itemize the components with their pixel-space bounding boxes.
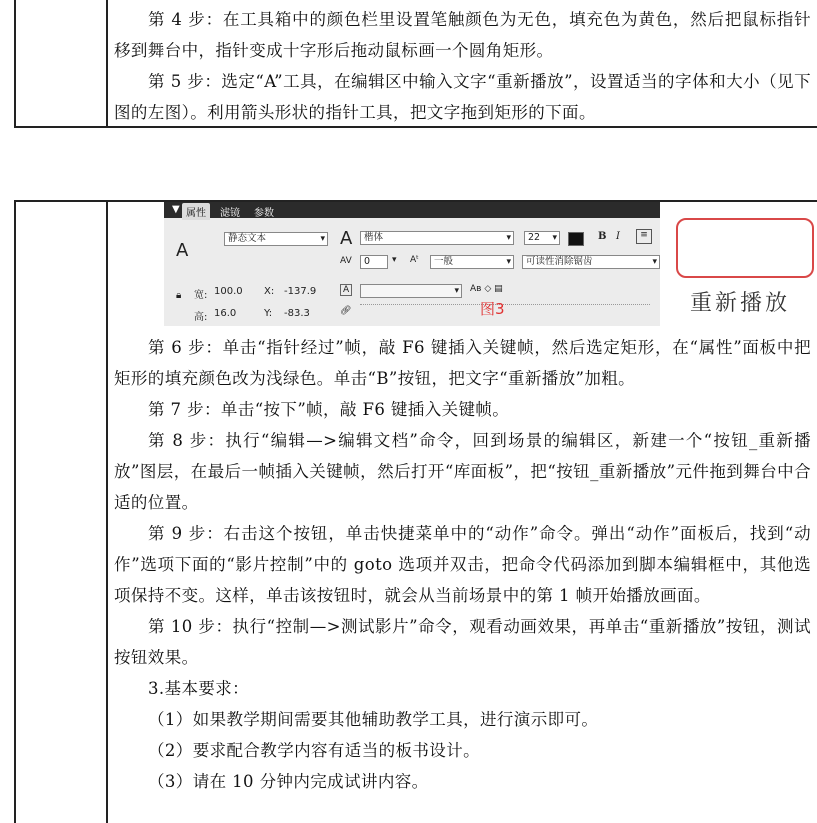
letter-spacing-icon: AV (340, 256, 352, 266)
table-top (14, 0, 817, 128)
step-5: 第 5 步：选定“A”工具，在编辑区中输入文字“重新播放”，设置适当的字体和大小（见下图的左图）。利用箭头形状的指针工具，把文字拖到矩形的下面。 (114, 72, 811, 122)
figure-caption: 图3 (480, 300, 505, 318)
font-select: 楷体 ▾ (360, 231, 514, 245)
font-size-select: 22 ▾ (524, 231, 560, 245)
button-preview-rect (676, 218, 814, 278)
text-type-select: 静态文本 ▾ (224, 232, 328, 246)
step-4: 第 4 步：在工具箱中的颜色栏里设置笔触颜色为无色，填充色为黄色，然后把鼠标指针移到舞台中，指针变成十字形后拖动鼠标画一个圆角矩形。 (114, 10, 811, 60)
bottom-cell-content (114, 332, 811, 797)
y-label: Y: (264, 308, 273, 319)
panel-tab-bar (164, 202, 660, 218)
button-preview-text: 重新播放 (690, 291, 791, 316)
target-line (360, 304, 650, 305)
requirements-title: 3.基本要求： (148, 679, 250, 698)
italic-icon: I (616, 231, 620, 242)
baseline-icon: Aᵗ (410, 255, 419, 265)
collapse-arrow-icon: ▼ (172, 204, 180, 215)
requirement-1: （1）如果教学期间需要其他辅助教学工具，进行演示即可。 (148, 710, 599, 729)
font-icon: A (340, 228, 353, 249)
link-icon: 🔗︎ (340, 306, 352, 316)
width-value: 100.0 (214, 286, 243, 297)
spacing-dropdown-icon: ▾ (392, 255, 397, 265)
render-mode-select: 可读性消除锯齿 ▾ (522, 255, 660, 269)
text-color-swatch (568, 232, 584, 246)
lock-icon: 🔒︎ (176, 290, 182, 301)
x-value: -137.9 (284, 286, 317, 297)
tab-properties: 属性 (182, 203, 210, 220)
column-divider (106, 202, 108, 823)
x-label: X: (264, 286, 275, 297)
top-cell-content (114, 4, 811, 128)
table-bottom (14, 200, 817, 823)
align-icon: ≡ (636, 229, 652, 244)
height-value: 16.0 (214, 308, 237, 319)
requirement-3: （3）请在 10 分钟内完成试讲内容。 (148, 772, 429, 791)
properties-panel-figure (164, 202, 660, 326)
link-field (360, 284, 462, 298)
y-value: -83.3 (284, 308, 310, 319)
bold-icon: B (598, 231, 607, 242)
step-10: 第 10 步：执行“控制—>测试影片”命令，观看动画效果，再单击“重新播放”按钮，测试按钮效果。 (114, 617, 811, 667)
format-icons: Aв ◇ ▤ (470, 284, 503, 294)
tab-filters: 滤镜 (220, 208, 240, 219)
tab-params: 参数 (254, 208, 274, 219)
height-label: 高: (194, 312, 208, 323)
step-6: 第 6 步：单击“指针经过”帧，敲 F6 键插入关键帧，然后选定矩形，在“属性”面板中把矩形的填充颜色改为浅绿色。单击“B”按钮，把文字“重新播放”加粗。 (114, 338, 811, 388)
step-7: 第 7 步：单击“按下”帧，敲 F6 键插入关键帧。 (148, 400, 510, 419)
letter-spacing-field: 0 (360, 255, 388, 269)
width-label: 宽: (194, 290, 208, 301)
step-8: 第 8 步：执行“编辑—>编辑文档”命令，回到场景的编辑区，新建一个“按钮_重新播放”图层，在最后一帧插入关键帧，然后打开“库面板”，把“按钮_重新播放”元件拖到舞台中合适的位置。 (114, 431, 811, 512)
text-box-icon: A (340, 284, 352, 296)
spacing-mode-select: 一般 ▾ (430, 255, 514, 269)
step-9: 第 9 步：右击这个按钮，单击快捷菜单中的“动作”命令。弹出“动作”面板后，找到“动作”选项下面的“影片控制”中的 goto 选项并双击，把命令代码添加到脚本编辑框中，其他选项保持不变。这样，单击该按钮时，就会从当前场景中的第 1 帧开始播放画面。 (114, 524, 811, 605)
requirement-2: （2）要求配合教学内容有适当的板书设计。 (148, 741, 480, 760)
text-tool-icon: A (176, 240, 189, 261)
column-divider (106, 0, 108, 126)
